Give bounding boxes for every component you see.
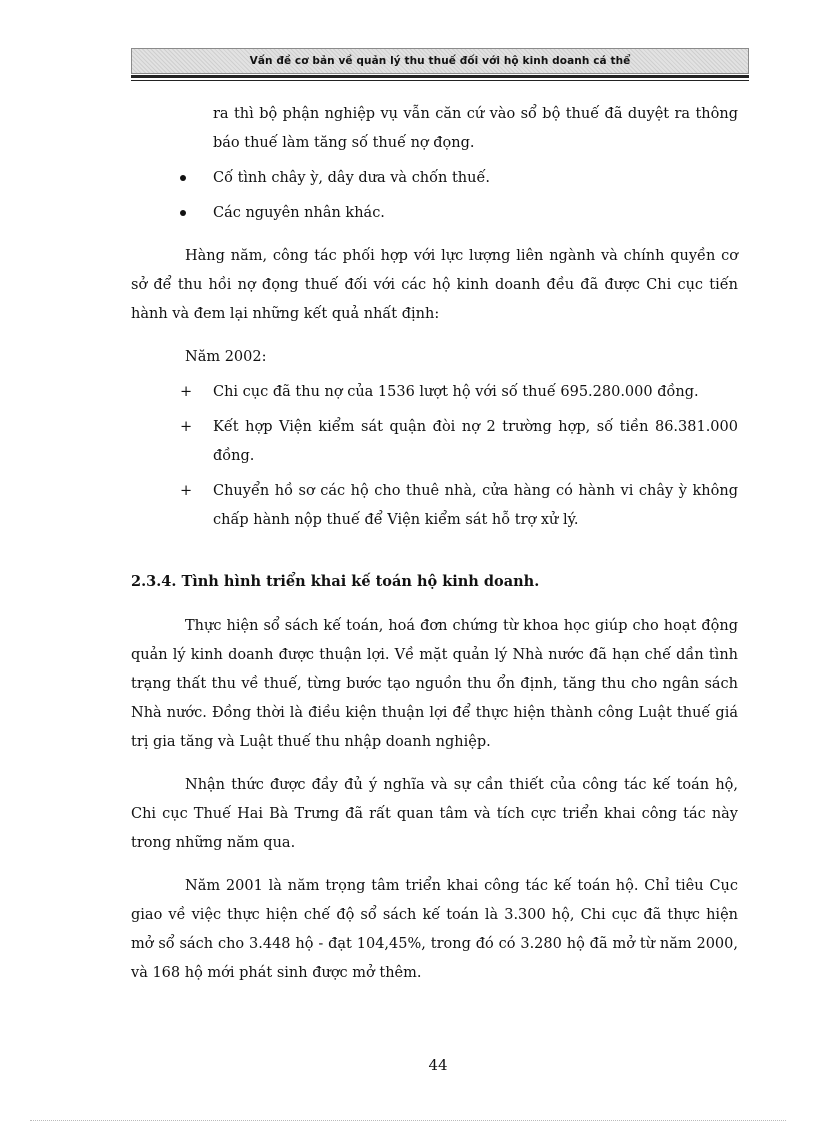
bullet-item bbox=[131, 164, 738, 193]
paragraph-annual-coordination: Hàng năm, công tác phối hợp với lực lượng liên ngành và chính quyền cơ sở để thu hồi nợ đọng thuế đối với các hộ kinh doanh đều đã được Chi cục tiến hành và đem lại những kết quả nhất định: bbox=[131, 248, 738, 322]
plus-item-text: Chuyển hồ sơ các hộ cho thuê nhà, cửa hàng có hành vi chây ỳ không chấp hành nộp thuế để Viện kiểm sát hỗ trợ xử lý. bbox=[213, 483, 738, 528]
year-label: Năm 2002: bbox=[185, 349, 267, 365]
continued-paragraph: ra thì bộ phận nghiệp vụ vẫn căn cứ vào sổ bộ thuế đã duyệt ra thông báo thuế làm tăng số thuế nợ đọng. bbox=[213, 106, 738, 151]
page-body bbox=[131, 100, 738, 988]
plus-marker: + bbox=[180, 419, 193, 435]
plus-item bbox=[131, 413, 738, 471]
plus-item bbox=[131, 477, 738, 535]
section-heading: 2.3.4. Tình hình triển khai kế toán hộ kinh doanh. bbox=[131, 573, 540, 590]
page-number: 44 bbox=[428, 1056, 448, 1074]
running-header bbox=[131, 48, 749, 74]
paragraph: Thực hiện sổ sách kế toán, hoá đơn chứng từ khoa học giúp cho hoạt động quản lý kinh doanh được thuận lợi. Về mặt quản lý Nhà nước đã hạn chế dần tình trạng thất thu về thuế, từng bước tạo nguồn thu ổn định, tăng thu cho ngân sách Nhà nước. Đồng thời là điều kiện thuận lợi để thực hiện thành công Luật thuế giá trị gia tăng và Luật thuế thu nhập doanh nghiệp. bbox=[131, 618, 738, 750]
bottom-dotted-rule bbox=[30, 1120, 786, 1121]
paragraph: Nhận thức được đầy đủ ý nghĩa và sự cần thiết của công tác kế toán hộ, Chi cục Thuế Hai Bà Trưng đã rất quan tâm và tích cực triển khai công tác này trong những năm qua. bbox=[131, 777, 738, 851]
header-rule-thick bbox=[131, 75, 749, 78]
header-title: Vấn đề cơ bản về quản lý thu thuế đối với hộ kinh doanh cá thể bbox=[249, 55, 631, 67]
plus-marker: + bbox=[180, 483, 193, 499]
paragraph: Năm 2001 là năm trọng tâm triển khai công tác kế toán hộ. Chỉ tiêu Cục giao về việc thực hiện chế độ sổ sách kế toán là 3.300 hộ, Chi cục đã thực hiện mở sổ sách cho 3.448 hộ - đạt 104,45%, trong đó có 3.280 hộ đã mở từ năm 2000, và 168 hộ mới phát sinh được mở thêm. bbox=[131, 878, 738, 981]
plus-item-text: Chi cục đã thu nợ của 1536 lượt hộ với số thuế 695.280.000 đồng. bbox=[213, 384, 699, 400]
plus-item bbox=[131, 378, 738, 407]
plus-marker: + bbox=[180, 384, 193, 400]
plus-item-text: Kết hợp Viện kiểm sát quận đòi nợ 2 trường hợp, số tiền 86.381.000 đồng. bbox=[213, 419, 738, 464]
bullet-item-text: Các nguyên nhân khác. bbox=[213, 205, 385, 221]
bullet-item bbox=[131, 199, 738, 228]
header-rule-thin bbox=[131, 80, 749, 81]
bullet-dot-icon bbox=[180, 164, 186, 193]
bullet-item-text: Cố tình chây ỳ, dây dưa và chốn thuế. bbox=[213, 170, 491, 186]
bullet-dot-icon bbox=[180, 199, 186, 228]
